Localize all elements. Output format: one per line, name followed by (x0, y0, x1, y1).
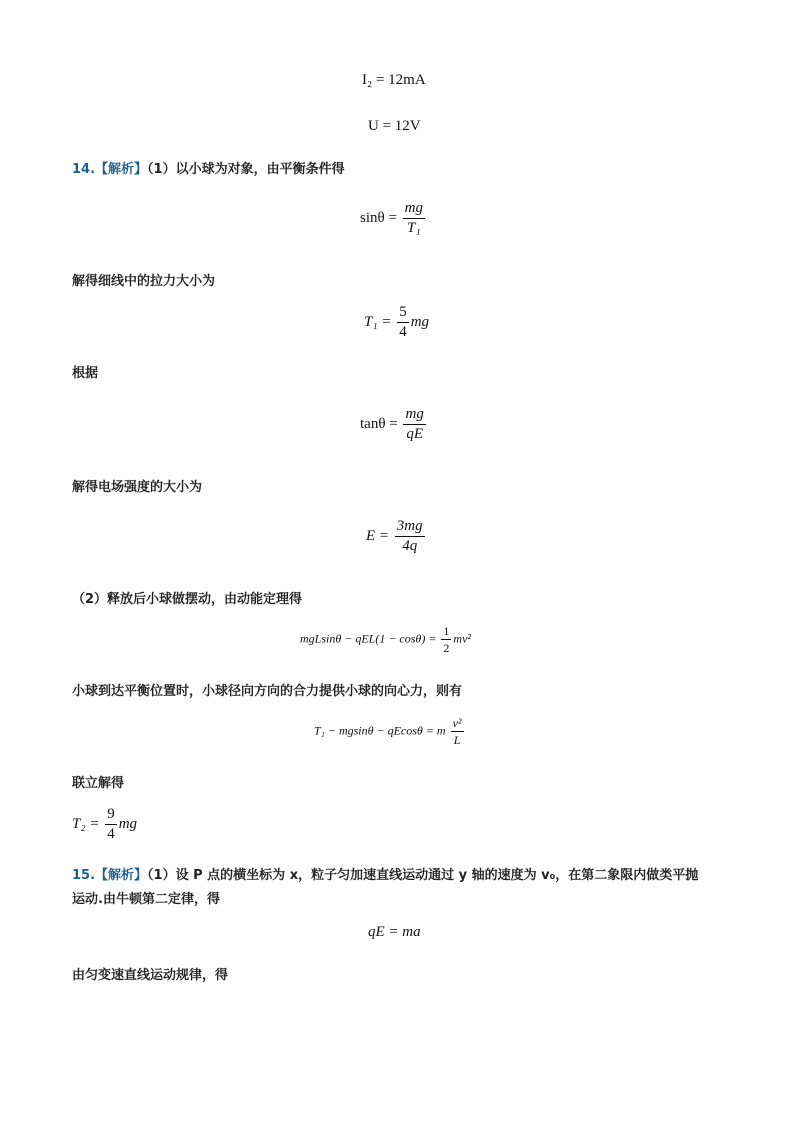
equation-t1 (364, 304, 429, 341)
question-number: 14. (72, 162, 96, 177)
text-rule: 由匀变速直线运动规律，得 (72, 968, 229, 983)
equation-tan (360, 406, 428, 443)
q14-part1-text: （1）以小球为对象，由平衡条件得 (147, 162, 345, 177)
eq-t1-lhs: T₁ = (364, 313, 392, 330)
eq-res-den: 4 (107, 826, 115, 842)
text-tension: 解得细线中的拉力大小为 (72, 274, 216, 289)
eq-t2-fraction (451, 716, 464, 747)
eq-sin-lhs: sinθ = (360, 209, 397, 226)
equation-energy (300, 624, 471, 655)
eq-energy-rhs: mv² (453, 631, 472, 646)
eq-res-fraction (105, 806, 117, 843)
equation-result (72, 806, 137, 843)
analysis-tag: 【解析】 (95, 162, 148, 177)
q15-heading (72, 864, 698, 883)
eq-t2-lhs: T₁ − mgsinθ − qEcosθ = m (314, 723, 446, 738)
eq-e-lhs: E = (366, 527, 390, 544)
text-field: 解得电场强度的大小为 (72, 480, 203, 495)
eq-res-rhs: mg (118, 815, 138, 832)
equation-sin (360, 200, 427, 237)
q14-heading (72, 158, 345, 177)
eq-t2-num: v² (452, 716, 462, 730)
q15-line2: 运动.由牛顿第二定律，得 (72, 892, 220, 907)
q15-line1: （1）设 P 点的横坐标为 x，粒子匀加速直线运动通过 y 轴的速度为 v₀，在第二象限内做类平抛 (147, 868, 699, 883)
equation-current: I₂ = 12mA (362, 72, 426, 88)
eq-t1-den: 4 (399, 324, 407, 340)
eq-energy-fraction (441, 624, 451, 655)
analysis-tag: 【解析】 (95, 868, 148, 883)
eq-t1-rhs: mg (410, 313, 430, 330)
eq-e-den: 4q (402, 538, 418, 554)
question-number: 15. (72, 868, 96, 883)
eq-tan-den: qE (406, 426, 423, 442)
eq-energy-lhs: mgLsinθ − qEL(1 − cosθ) = (300, 631, 437, 646)
equation-newton (368, 924, 421, 941)
q14-part2-text: （2）释放后小球做摆动，由动能定理得 (72, 592, 303, 607)
eq-t1-fraction (397, 304, 409, 341)
eq-sin-num: mg (404, 200, 423, 216)
equation-e (366, 518, 427, 555)
text-genju: 根据 (72, 366, 99, 381)
eq-tan-num: mg (405, 406, 424, 422)
text-solve: 联立解得 (72, 776, 125, 791)
eq-newton: qE = ma (368, 924, 421, 940)
eq-tan-lhs: tanθ = (360, 415, 398, 432)
eq-sin-fraction (403, 200, 425, 237)
equation-voltage: U = 12V (368, 118, 421, 134)
text-balance: 小球到达平衡位置时，小球径向方向的合力提供小球的向心力，则有 (72, 684, 463, 699)
eq-energy-den: 2 (443, 641, 450, 655)
eq-e-fraction (395, 518, 425, 555)
eq-e-num: 3mg (396, 518, 423, 534)
eq-t1-num: 5 (397, 304, 409, 323)
eq-t2-den: L (453, 733, 461, 747)
eq-res-lhs: T₂ = (72, 815, 100, 832)
eq-tan-fraction (403, 406, 425, 443)
eq-energy-num: 1 (443, 624, 450, 638)
equation-centripetal (314, 716, 466, 747)
eq-res-num: 9 (105, 806, 117, 825)
eq-sin-den: T₁ (407, 220, 421, 236)
